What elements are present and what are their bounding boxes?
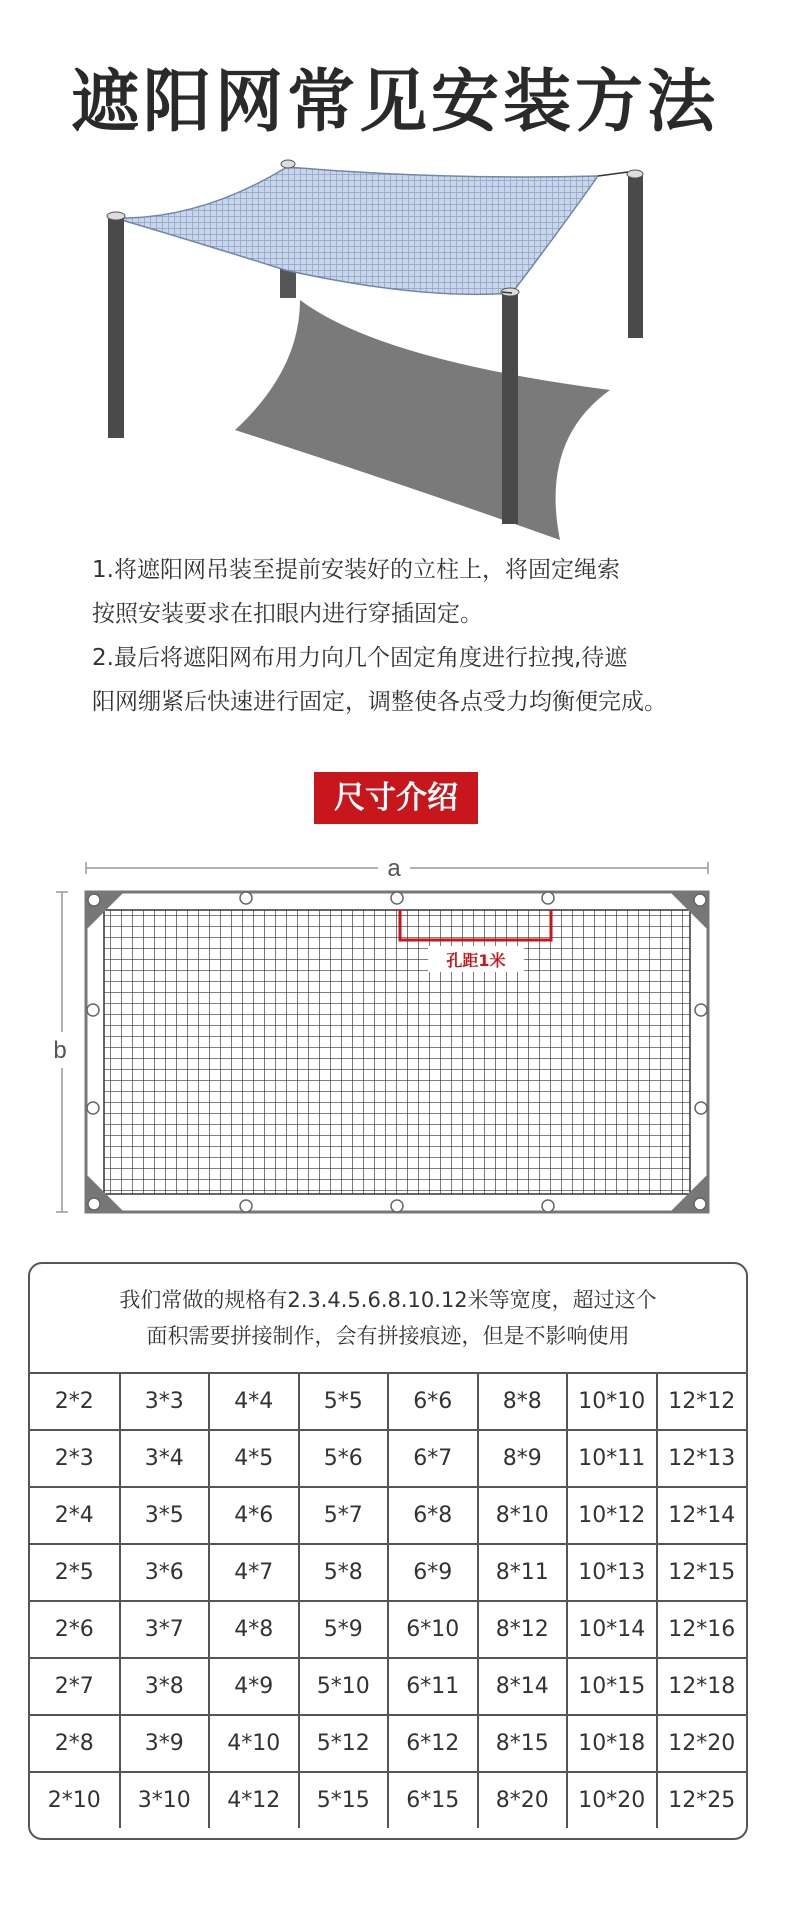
- size-cell: 6*10: [388, 1601, 478, 1658]
- spec-note-line: 我们常做的规格有2.3.4.5.6.8.10.12米等宽度，超过这个: [119, 1288, 657, 1312]
- size-cell: 5*5: [299, 1374, 389, 1430]
- size-cell: 8*10: [478, 1487, 568, 1544]
- size-cell: 2*3: [30, 1430, 120, 1487]
- size-cell: 2*7: [30, 1658, 120, 1715]
- instruction-line: 阳网绷紧后快速进行固定，调整使各点受力均衡便完成。: [92, 689, 667, 715]
- size-cell: 12*18: [657, 1658, 747, 1715]
- width-label: a: [387, 860, 401, 882]
- size-cell: 8*11: [478, 1544, 568, 1601]
- size-cell: 3*3: [120, 1374, 210, 1430]
- size-cell: 6*7: [388, 1430, 478, 1487]
- instruction-line: 2.最后将遮阳网布用力向几个固定角度进行拉拽,待遮: [92, 645, 628, 671]
- size-cell: 8*15: [478, 1715, 568, 1772]
- shade-net: [115, 167, 598, 294]
- table-row: [30, 1658, 746, 1715]
- size-cell: 4*8: [209, 1601, 299, 1658]
- post-front-left: [108, 216, 124, 438]
- size-cell: 6*12: [388, 1715, 478, 1772]
- size-cell: 4*7: [209, 1544, 299, 1601]
- size-cell: 12*20: [657, 1715, 747, 1772]
- size-cell: 3*6: [120, 1544, 210, 1601]
- size-cell: 5*8: [299, 1544, 389, 1601]
- post-front-right: [502, 292, 518, 524]
- size-cell: 4*6: [209, 1487, 299, 1544]
- size-cell: 8*9: [478, 1430, 568, 1487]
- size-cell: 3*9: [120, 1715, 210, 1772]
- size-cell: 2*10: [30, 1772, 120, 1828]
- size-cell: 4*12: [209, 1772, 299, 1828]
- height-label: b: [53, 1037, 67, 1064]
- size-cell: 2*8: [30, 1715, 120, 1772]
- table-row: [30, 1601, 746, 1658]
- size-cell: 8*14: [478, 1658, 568, 1715]
- size-cell: 6*15: [388, 1772, 478, 1828]
- size-cell: 3*8: [120, 1658, 210, 1715]
- post-back-right: [628, 174, 643, 338]
- size-spec-table: [28, 1262, 748, 1840]
- size-cell: 6*6: [388, 1374, 478, 1430]
- table-row: [30, 1430, 746, 1487]
- size-cell: 10*12: [567, 1487, 657, 1544]
- spec-note: [30, 1264, 746, 1374]
- size-cell: 10*13: [567, 1544, 657, 1601]
- size-cell: 4*4: [209, 1374, 299, 1430]
- size-cell: 3*10: [120, 1772, 210, 1828]
- size-cell: 5*10: [299, 1658, 389, 1715]
- size-cell: 6*9: [388, 1544, 478, 1601]
- instruction-line: 1.将遮阳网吊装至提前安装好的立柱上，将固定绳索: [92, 557, 620, 583]
- size-cell: 12*13: [657, 1430, 747, 1487]
- size-cell: 5*6: [299, 1430, 389, 1487]
- size-cell: 12*14: [657, 1487, 747, 1544]
- size-cell: 12*25: [657, 1772, 747, 1828]
- spec-note-line: 面积需要拼接制作，会有拼接痕迹，但是不影响使用: [146, 1324, 630, 1348]
- size-cell: 8*20: [478, 1772, 568, 1828]
- size-cell: 5*9: [299, 1601, 389, 1658]
- size-cell: 5*12: [299, 1715, 389, 1772]
- table-row: [30, 1374, 746, 1430]
- size-diagram: [0, 860, 790, 1226]
- size-cell: 12*15: [657, 1544, 747, 1601]
- size-cell: 12*16: [657, 1601, 747, 1658]
- size-cell: 10*10: [567, 1374, 657, 1430]
- size-cell: 10*11: [567, 1430, 657, 1487]
- page-title: 遮阳网常见安装方法: [70, 63, 719, 142]
- ground-shadow: [235, 300, 610, 540]
- table-row: [30, 1715, 746, 1772]
- size-cell: 4*10: [209, 1715, 299, 1772]
- table-row: [30, 1772, 746, 1828]
- size-cell: 8*12: [478, 1601, 568, 1658]
- size-cell: 5*15: [299, 1772, 389, 1828]
- size-cell: 10*18: [567, 1715, 657, 1772]
- installation-illustration: [0, 150, 790, 540]
- size-cell: 2*4: [30, 1487, 120, 1544]
- size-cell: 2*2: [30, 1374, 120, 1430]
- size-cell: 2*6: [30, 1601, 120, 1658]
- size-cell: 6*8: [388, 1487, 478, 1544]
- hole-spacing-label: 孔距1米: [446, 951, 506, 970]
- size-cell: 3*7: [120, 1601, 210, 1658]
- size-cell: 10*20: [567, 1772, 657, 1828]
- size-cell: 2*5: [30, 1544, 120, 1601]
- size-cell: 6*11: [388, 1658, 478, 1715]
- table-row: [30, 1544, 746, 1601]
- size-cell: 8*8: [478, 1374, 568, 1430]
- size-cell: 10*14: [567, 1601, 657, 1658]
- size-cell: 5*7: [299, 1487, 389, 1544]
- size-cell: 3*5: [120, 1487, 210, 1544]
- table-row: [30, 1487, 746, 1544]
- net-mesh: [104, 910, 690, 1194]
- instruction-line: 按照安装要求在扣眼内进行穿插固定。: [92, 601, 483, 627]
- size-section-title: 尺寸介绍: [314, 772, 478, 824]
- size-cell: 10*15: [567, 1658, 657, 1715]
- size-cell: 4*9: [209, 1658, 299, 1715]
- size-cell: 3*4: [120, 1430, 210, 1487]
- installation-instructions: [92, 548, 732, 724]
- size-cell: 4*5: [209, 1430, 299, 1487]
- size-table: [30, 1374, 746, 1828]
- size-cell: 12*12: [657, 1374, 747, 1430]
